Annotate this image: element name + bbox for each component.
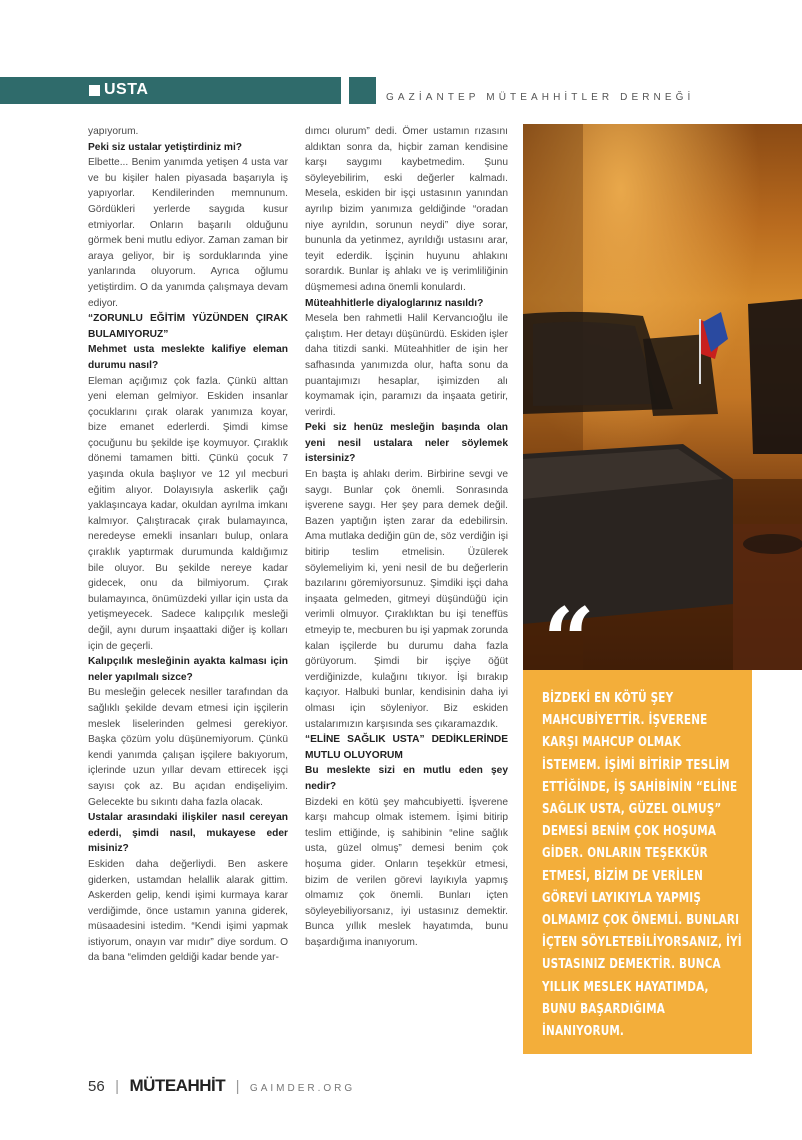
pull-quote-text: BİZDEKİ EN KÖTÜ ŞEY MAHCUBİYETTİR. İŞVERENE KARŞI MAHCUP OLMAK İSTEMEM. İŞİMİ BİTİRİP TESLİM ETTİĞİNDE, İŞ SAHİBİNİN “ELİNE SAĞLIK USTA, GÜZEL OLMUŞ” DEMESİ BENİM ÇOK HOŞUMA GİDER. ONLARIN TEŞEKKÜR ETMESİ, BİZİM DE VERİLEN GÖREVİ LAYIKIYLA YAPMIŞ OLMAMIZ ÇOK ÖNEMLİ. BUNLARI İÇTEN SÖYLETEBİLİYORSANIZ, İYİ USTASINIZ DEMEKTİR. BUNCA YILLIK MESLEK HAYATIMDA, BUNU BAŞARDIĞIMA İNANIYORUM. [542,691,742,1040]
text-column-1 [88,124,288,966]
question-heading: Müteahhitlerle diyaloglarınız nasıldı? [305,297,484,309]
section-header-bar [0,77,341,104]
section-heading: “ZORUNLU EĞİTİM YÜZÜNDEN ÇIRAK BULAMIYORUZ” [88,313,288,340]
section-square-icon [89,85,100,96]
question-heading: Mehmet usta meslekte kalifiye eleman durumu nasıl? [88,344,288,371]
question-heading: Peki siz henüz mesleğin başında olan yeni nesil ustalara neler söylemek istersiniz? [305,422,508,465]
section-heading: “ELİNE SAĞLIK USTA” DEDİKLERİNDE MUTLU OLUYORUM [305,734,508,761]
section-label: USTA [104,81,149,98]
question-heading: Peki siz ustalar yetiştirdiniz mi? [88,141,242,153]
answer-paragraph: yapıyorum. [88,126,139,137]
answer-paragraph: Elbette... Benim yanımda yetişen 4 usta var ve bu kişiler halen piyasada başarıyla iş yapıyorlar. Kendilerinden memnunum. Gördükleri yerlerde saygıda kusur etmiyorlar. Onların başarılı olduğunu görmek beni mutlu ediyor. Zaman zaman bir araya geliyor, bir iş sorduklarında yine yanlarında oluyorum. Ayrıca oğlumu yetiştirdim. O da yanımda çalışmaya devam ediyor. [88,157,288,309]
page-number: 56 [88,1078,105,1095]
quote-mark-icon: “ [543,588,595,694]
magazine-logo: MÜTEAHHİT [129,1076,226,1095]
question-heading: Ustalar arasındaki ilişkiler nasıl cereyan ederdi, şimdi nasıl, mukayese eder misiniz? [88,812,288,855]
question-heading: Bu meslekte sizi en mutlu eden şey nedir? [305,765,508,792]
text-column-2 [305,124,508,950]
website-link[interactable]: GAIMDER.ORG [249,1083,356,1094]
header-accent-square [349,77,376,104]
answer-paragraph: En başta iş ahlakı derim. Birbirine sevgi ve saygı. Bunlar çok önemli. Sonrasında işverene saygı. Her şey para demek değil. Bazen yaptığın işten zarar da edebilirsin. Ama mutlaka dediğin gün de, söz verdiğin işi bitirip teslim etmelisin. Üzülerek söylemeliyim ki, yeni nesil de bu değerlerin bazılarını göremiyorsunuz. Şimdiki işçi daha inşaata gelmeden, gitmeyi düşündüğü için verimli olmuyor. Çıraklıktan bu işi teneffüs etmeyip te, mecburen bu işi yapmak zorunda kalan işçilerde bu durumu daha fazla görüyorum. Şimdi bir işçiye öğüt verdiğinizde, kulağını tıkıyor. İşi bırakıp kaçıyor. Halbuki bunlar, kendisinin daha iyi olması için söyleniyor. Biz eskiden ustalarımızın karşısında ses çıkaramazdık. [305,469,508,730]
answer-paragraph: Bizdeki en kötü şey mahcubiyetti. İşverene karşı mahcup olmak istemem. İşimi bitirip teslim ettiğinde, iş sahibinin “eline sağlık usta, güzel olmuş” demesi benim çok hoşuma gider. Onların teşekkür etmesi, bizim de verilen görevi layıkıyla yapmış olmamız çok önemli. Bunları içten söyleyebiliyorsanız, iyi ustasınız demektir. Bunca yıllık meslek hayatımda, bunu başardığıma inanıyorum. [305,796,508,948]
answer-paragraph: dımcı olurum” dedi. Ömer ustamın rızasını aldıktan sonra da, hiçbir zaman kendisine karşı saygımı kaybetmedim. Şunu söyleyebilirim, eski değerler kalmadı. Mesela, eskiden bir işçi ustasının yanından ayrılıp bizim yanımıza geldiğinde “oradan niye ayrıldın, sorunun neydi” diye sorar, bununla da yetinmez, ayrıldığı ustasını arar, teyit ederdik. İşçinin huyunu ahlakını sorardık. Bunlar iş ahlakı ve iş verimliliğinin düşmemesi adına önemli konulardı. [305,126,508,293]
header-organization: GAZİANTEP MÜTEAHHİTLER DERNEĞİ [386,92,695,103]
answer-paragraph: Eleman açığımız çok fazla. Çünkü alttan yeni eleman gelmiyor. Eskiden insanlar çocuklarını çırak olarak yanımıza koyar, bize emanet ederlerdi. Şimdi kimse çocuğunu bu şekilde işe koymuyor. Çıraklık dönemi tamamen bitti. Çünkü çocuk 7 yaşında okula başlıyor ve 12 yıl mecburi eğitim alıyor. Dolayısıyla askerlik çağı yaklaşıncaya kadar, okuldan ayrılma imkanı kalmıyor. Çalıştıracak çırak bulamayınca, neredeyse emekli insanları bulup, onlara çıraklık yaptırmak durumunda kaldığımız bile oluyor. Bu şekilde nereye kadar gidecek, onu da bilmiyorum. Çırak bulamayınca, önümüzdeki yıllar için usta da yetişmeyecek. Sadece kalıpçılık mesleği değil, aynı durum inşaattaki diğer iş kolları için de geçerli. [88,375,288,652]
page-footer [88,1076,355,1096]
answer-paragraph: Bu mesleğin gelecek nesiller tarafından da sağlıklı şekilde devam etmesi için işçilerin meslek liselerinden gelmesi gerekiyor. Başka çözüm yolu düşünemiyorum. Çünkü kendi yanımda çalışan işçilere bakıyorum, içlerinde uzun yıllar devam ettirecek işçi sayısı çok az. Bu açıdan endişeliyim. Gelecekte bu sıkıntı daha fazla olacak. [88,687,288,808]
footer-separator: | [115,1078,120,1095]
answer-paragraph: Mesela ben rahmetli Halil Kervancıoğlu ile çalıştım. Her detayı düşünürdü. Eskiden işler daha titizdi sanki. Müteahhitler de işin her safhasında yanımızda olur, hafta sonu da puantajımızı hesaplar, işimizden alı koymamak için, paramızı da inşaata getirir, verirdi. [305,313,508,418]
footer-separator-2: | [235,1078,240,1095]
question-heading: Kalıpçılık mesleğinin ayakta kalması için neler yapılmalı sizce? [88,656,288,683]
answer-paragraph: Eskiden daha değerliydi. Ben askere giderken, ustamdan helallik alarak gittim. Askerden gelip, kendi işimi kurmaya karar verdiğimde, önce ustamın yanına giderek, müsaadesini istedim. “Kendi işimi yapmak istiyorum, onayın var mıdır” diye sordum. O da bana “elimden geldiği kadar bende yar- [88,858,288,964]
